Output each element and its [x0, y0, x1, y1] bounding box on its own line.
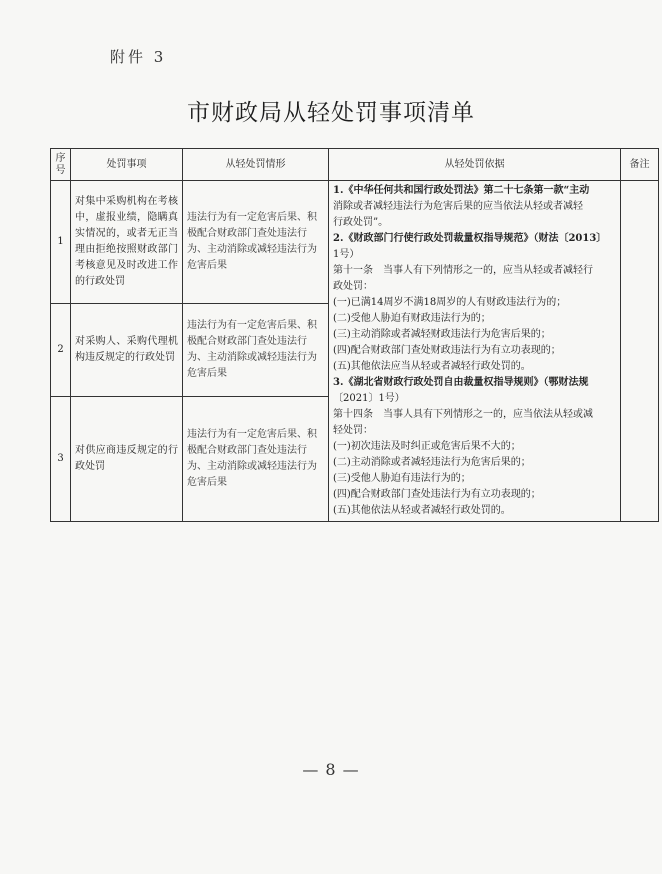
basis-line: (二)主动消除或者减轻违法行为危害后果的； — [333, 457, 531, 468]
row-item: 对采购人、采购代理机构违反规定的行政处罚 — [71, 303, 183, 397]
basis-line: (五)其他依法应当从轻或者减轻行政处罚的。 — [333, 361, 531, 372]
header-item: 处罚事项 — [71, 149, 183, 181]
basis-line: (四)配合财政部门查处财政违法行为有立功表现的； — [333, 345, 561, 356]
basis-line: (五)其他依法从轻或者减轻行政处罚的。 — [333, 505, 511, 516]
row-circumstance: 违法行为有一定危害后果、积极配合财政部门查处违法行为、主动消除或减轻违法行为危害后果 — [183, 181, 329, 304]
row-seq: 1 — [51, 181, 71, 304]
basis-line: (一)已满14周岁不满18周岁的人有财政违法行为的； — [333, 297, 567, 308]
basis-line: (四)配合财政部门查处违法行为有立功表现的； — [333, 489, 541, 500]
basis-line: 第十四条 当事人具有下列情形之一的，应当依法从轻或减 — [333, 409, 593, 420]
basis-line: 政处罚： — [333, 281, 373, 292]
basis-line: (三)受他人胁迫有违法行为的； — [333, 473, 471, 484]
page-number: — 8 — — [302, 760, 360, 779]
document-title: 市财政局从轻处罚事项清单 — [187, 100, 475, 126]
remarks-cell — [621, 181, 659, 522]
basis-line: (一)初次违法及时纠正或危害后果不大的； — [333, 441, 521, 452]
basis-line: 3.《湖北省财政行政处罚自由裁量权指导规则》（鄂财法规 — [333, 377, 589, 388]
basis-line: 〔2021〕1号） — [333, 393, 405, 404]
header-remarks: 备注 — [621, 149, 659, 181]
row-circumstance: 违法行为有一定危害后果、积极配合财政部门查处违法行为、主动消除或减轻违法行为危害后果 — [183, 397, 329, 522]
basis-line: 轻处罚： — [333, 425, 373, 436]
basis-line: (三)主动消除或者减轻财政违法行为危害后果的； — [333, 329, 551, 340]
basis-line: 第十一条 当事人有下列情形之一的，应当从轻或者减轻行 — [333, 265, 593, 276]
basis-line: 行政处罚”。 — [333, 217, 389, 228]
row-item: 对集中采购机构在考核中，虚报业绩，隐瞒真实情况的，或者无正当理由拒绝按照财政部门考核意见及时改进工作的行政处罚 — [71, 181, 183, 304]
basis-line: (二)受他人胁迫有财政违法行为的； — [333, 313, 491, 324]
basis-line: 1号） — [333, 249, 360, 260]
basis-line: 1.《中华任何共和国行政处罚法》第二十七条第一款“主动 — [333, 185, 590, 196]
header-basis: 从轻处罚依据 — [329, 149, 621, 181]
basis-line: 2.《财政部门行使行政处罚裁量权指导规范》（财法〔2013〕 — [333, 233, 607, 244]
basis-cell — [329, 181, 621, 522]
row-seq: 2 — [51, 303, 71, 397]
header-seq: 序号 — [51, 149, 71, 181]
header-circumstance: 从轻处罚情形 — [183, 149, 329, 181]
row-circumstance: 违法行为有一定危害后果、积极配合财政部门查处违法行为、主动消除或减轻违法行为危害后果 — [183, 303, 329, 397]
table-header-row — [51, 149, 659, 181]
table-row — [51, 181, 659, 304]
basis-line: 消除或者减轻违法行为危害后果的应当依法从轻或者减轻 — [333, 201, 583, 212]
attachment-label: 附件 3 — [110, 48, 167, 66]
penalty-list-table — [50, 148, 659, 522]
row-seq: 3 — [51, 397, 71, 522]
row-item: 对供应商违反规定的行政处罚 — [71, 397, 183, 522]
